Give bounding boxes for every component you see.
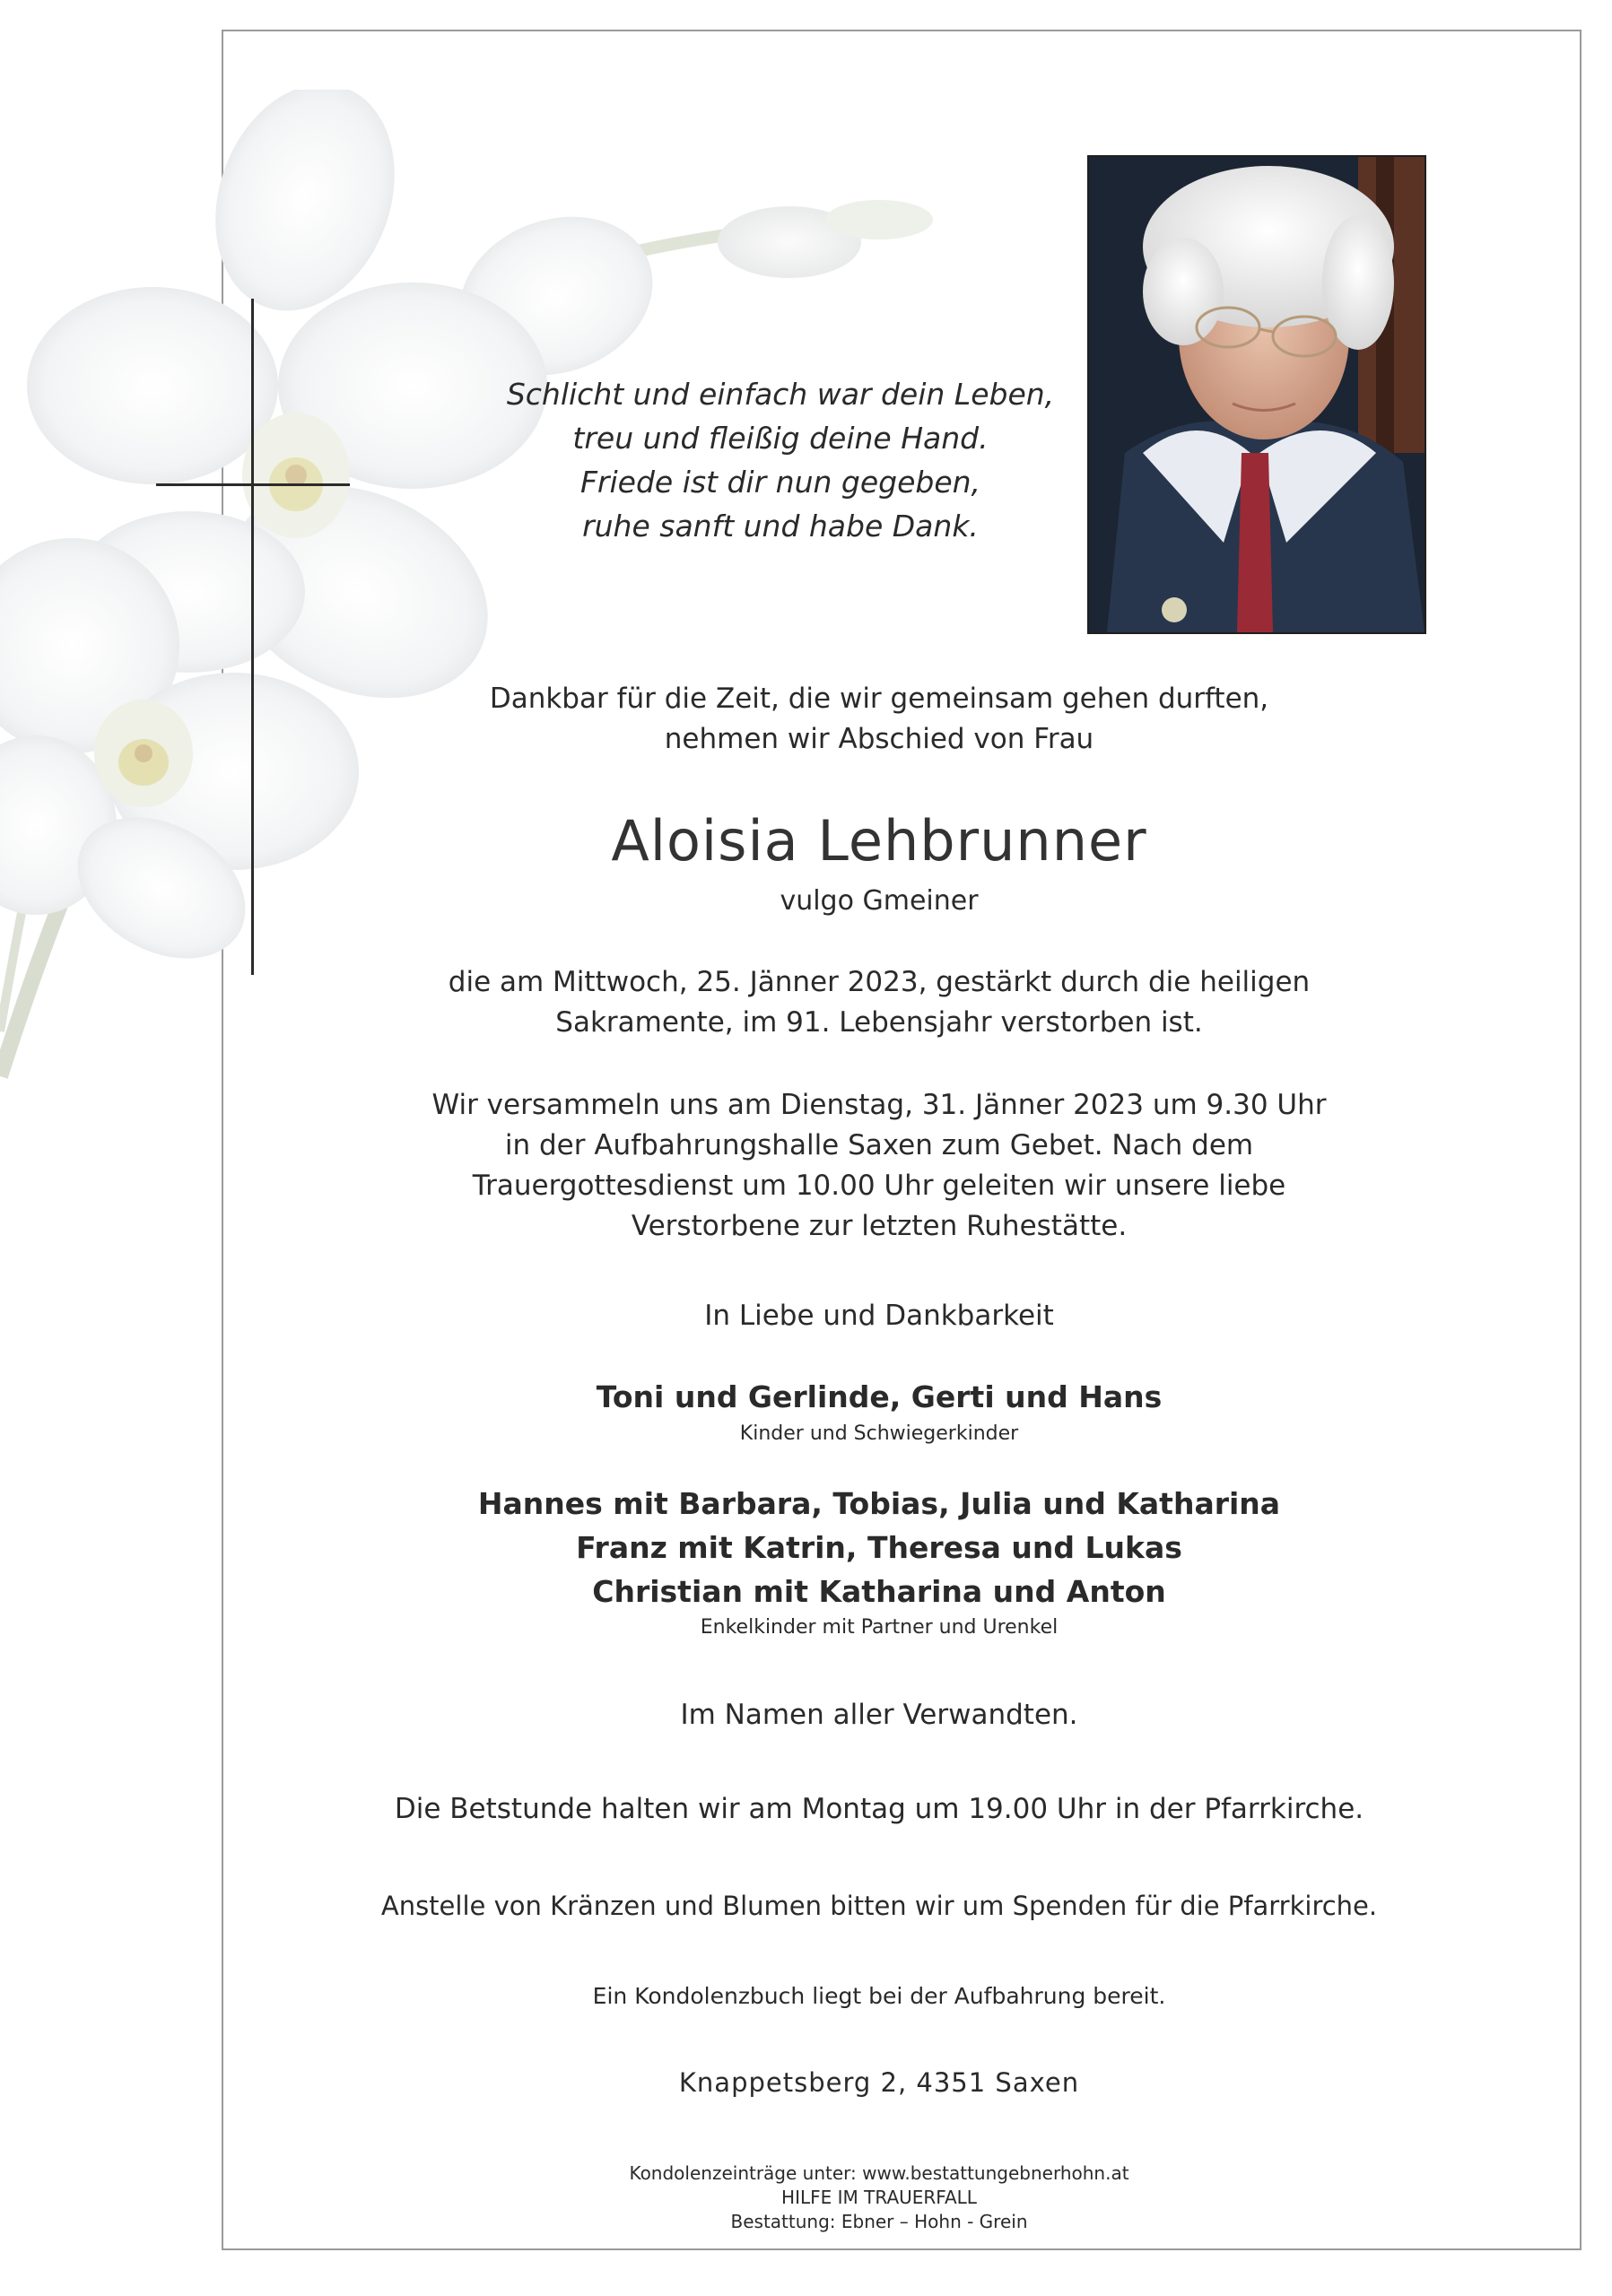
footer <box>269 2161 1489 2234</box>
grandchildren-line: Hannes mit Barbara, Tobias, Julia und Katharina <box>477 1486 1281 1521</box>
grandchildren-names <box>269 1482 1489 1613</box>
gathering-line: Trauergottesdienst um 10.00 Uhr geleiten wir unsere liebe <box>472 1170 1286 1202</box>
gathering-info <box>269 1085 1489 1247</box>
relatives-text <box>269 1695 1489 1735</box>
address-text <box>269 2063 1489 2102</box>
gathering-line: Verstorbene zur letzten Ruhestätte. <box>631 1210 1128 1242</box>
donations-line: Anstelle von Kränzen und Blumen bitten wir um Spenden für die Pfarrkirche. <box>380 1891 1378 1921</box>
grandchildren-line: Franz mit Katrin, Theresa und Lukas <box>576 1530 1182 1565</box>
grandchildren-caption <box>269 1614 1489 1641</box>
betstunde-line: Die Betstunde halten wir am Montag um 19.00 Uhr in der Pfarrkirche. <box>394 1793 1364 1825</box>
children-line: Toni und Gerlinde, Gerti und Hans <box>596 1379 1163 1414</box>
grandchildren-caption-text: Enkelkinder mit Partner und Urenkel <box>700 1616 1059 1639</box>
death-notice <box>269 962 1489 1043</box>
cross-horizontal <box>156 483 350 486</box>
death-line: Sakramente, im 91. Lebensjahr verstorben ist. <box>555 1006 1203 1039</box>
footer-undertaker: Bestattung: Ebner – Hohn - Grein <box>730 2211 1028 2232</box>
closing-line: In Liebe und Dankbarkeit <box>704 1300 1054 1332</box>
address-line: Knappetsberg 2, 4351 Saxen <box>678 2067 1080 2098</box>
poem <box>422 372 1139 548</box>
betstunde-text <box>269 1789 1489 1830</box>
poem-line: Schlicht und einfach war dein Leben, <box>506 377 1055 412</box>
children-names <box>269 1377 1489 1417</box>
portrait-image <box>1089 157 1425 632</box>
closing-text <box>269 1296 1489 1336</box>
children-caption <box>269 1421 1489 1448</box>
poem-line: treu und fleißig deine Hand. <box>572 421 989 456</box>
footer-website: Kondolenzeinträge unter: www.bestattungebnerhohn.at <box>629 2162 1129 2184</box>
intro-line: nehmen wir Abschied von Frau <box>664 723 1094 755</box>
poem-line: ruhe sanft und habe Dank. <box>582 509 979 544</box>
death-line: die am Mittwoch, 25. Jänner 2023, gestärkt durch die heiligen <box>448 966 1311 998</box>
condolence-book-line: Ein Kondolenzbuch liegt bei der Aufbahrung bereit. <box>592 1983 1166 2009</box>
footer-help: HILFE IM TRAUERFALL <box>781 2187 977 2208</box>
poem-line: Friede ist dir nun gegeben, <box>579 465 981 500</box>
donations-text <box>269 1886 1489 1926</box>
relatives-line: Im Namen aller Verwandten. <box>680 1699 1078 1731</box>
children-caption-text: Kinder und Schwiegerkinder <box>739 1422 1019 1445</box>
deceased-name <box>269 807 1489 875</box>
gathering-line: Wir versammeln uns am Dienstag, 31. Jänner 2023 um 9.30 Uhr <box>431 1089 1327 1121</box>
condolence-book-text <box>269 1979 1489 2014</box>
gathering-line: in der Aufbahrungshalle Saxen zum Gebet. Nach dem <box>504 1129 1254 1161</box>
deceased-name-text: Aloisia Lehbrunner <box>611 808 1147 874</box>
cross-vertical <box>251 299 254 975</box>
deceased-vulgo <box>269 883 1489 919</box>
grandchildren-line: Christian mit Katharina und Anton <box>592 1574 1166 1609</box>
deceased-vulgo-text: vulgo Gmeiner <box>780 885 979 917</box>
intro-line: Dankbar für die Zeit, die wir gemeinsam gehen durften, <box>489 683 1269 715</box>
intro-text <box>269 679 1489 760</box>
